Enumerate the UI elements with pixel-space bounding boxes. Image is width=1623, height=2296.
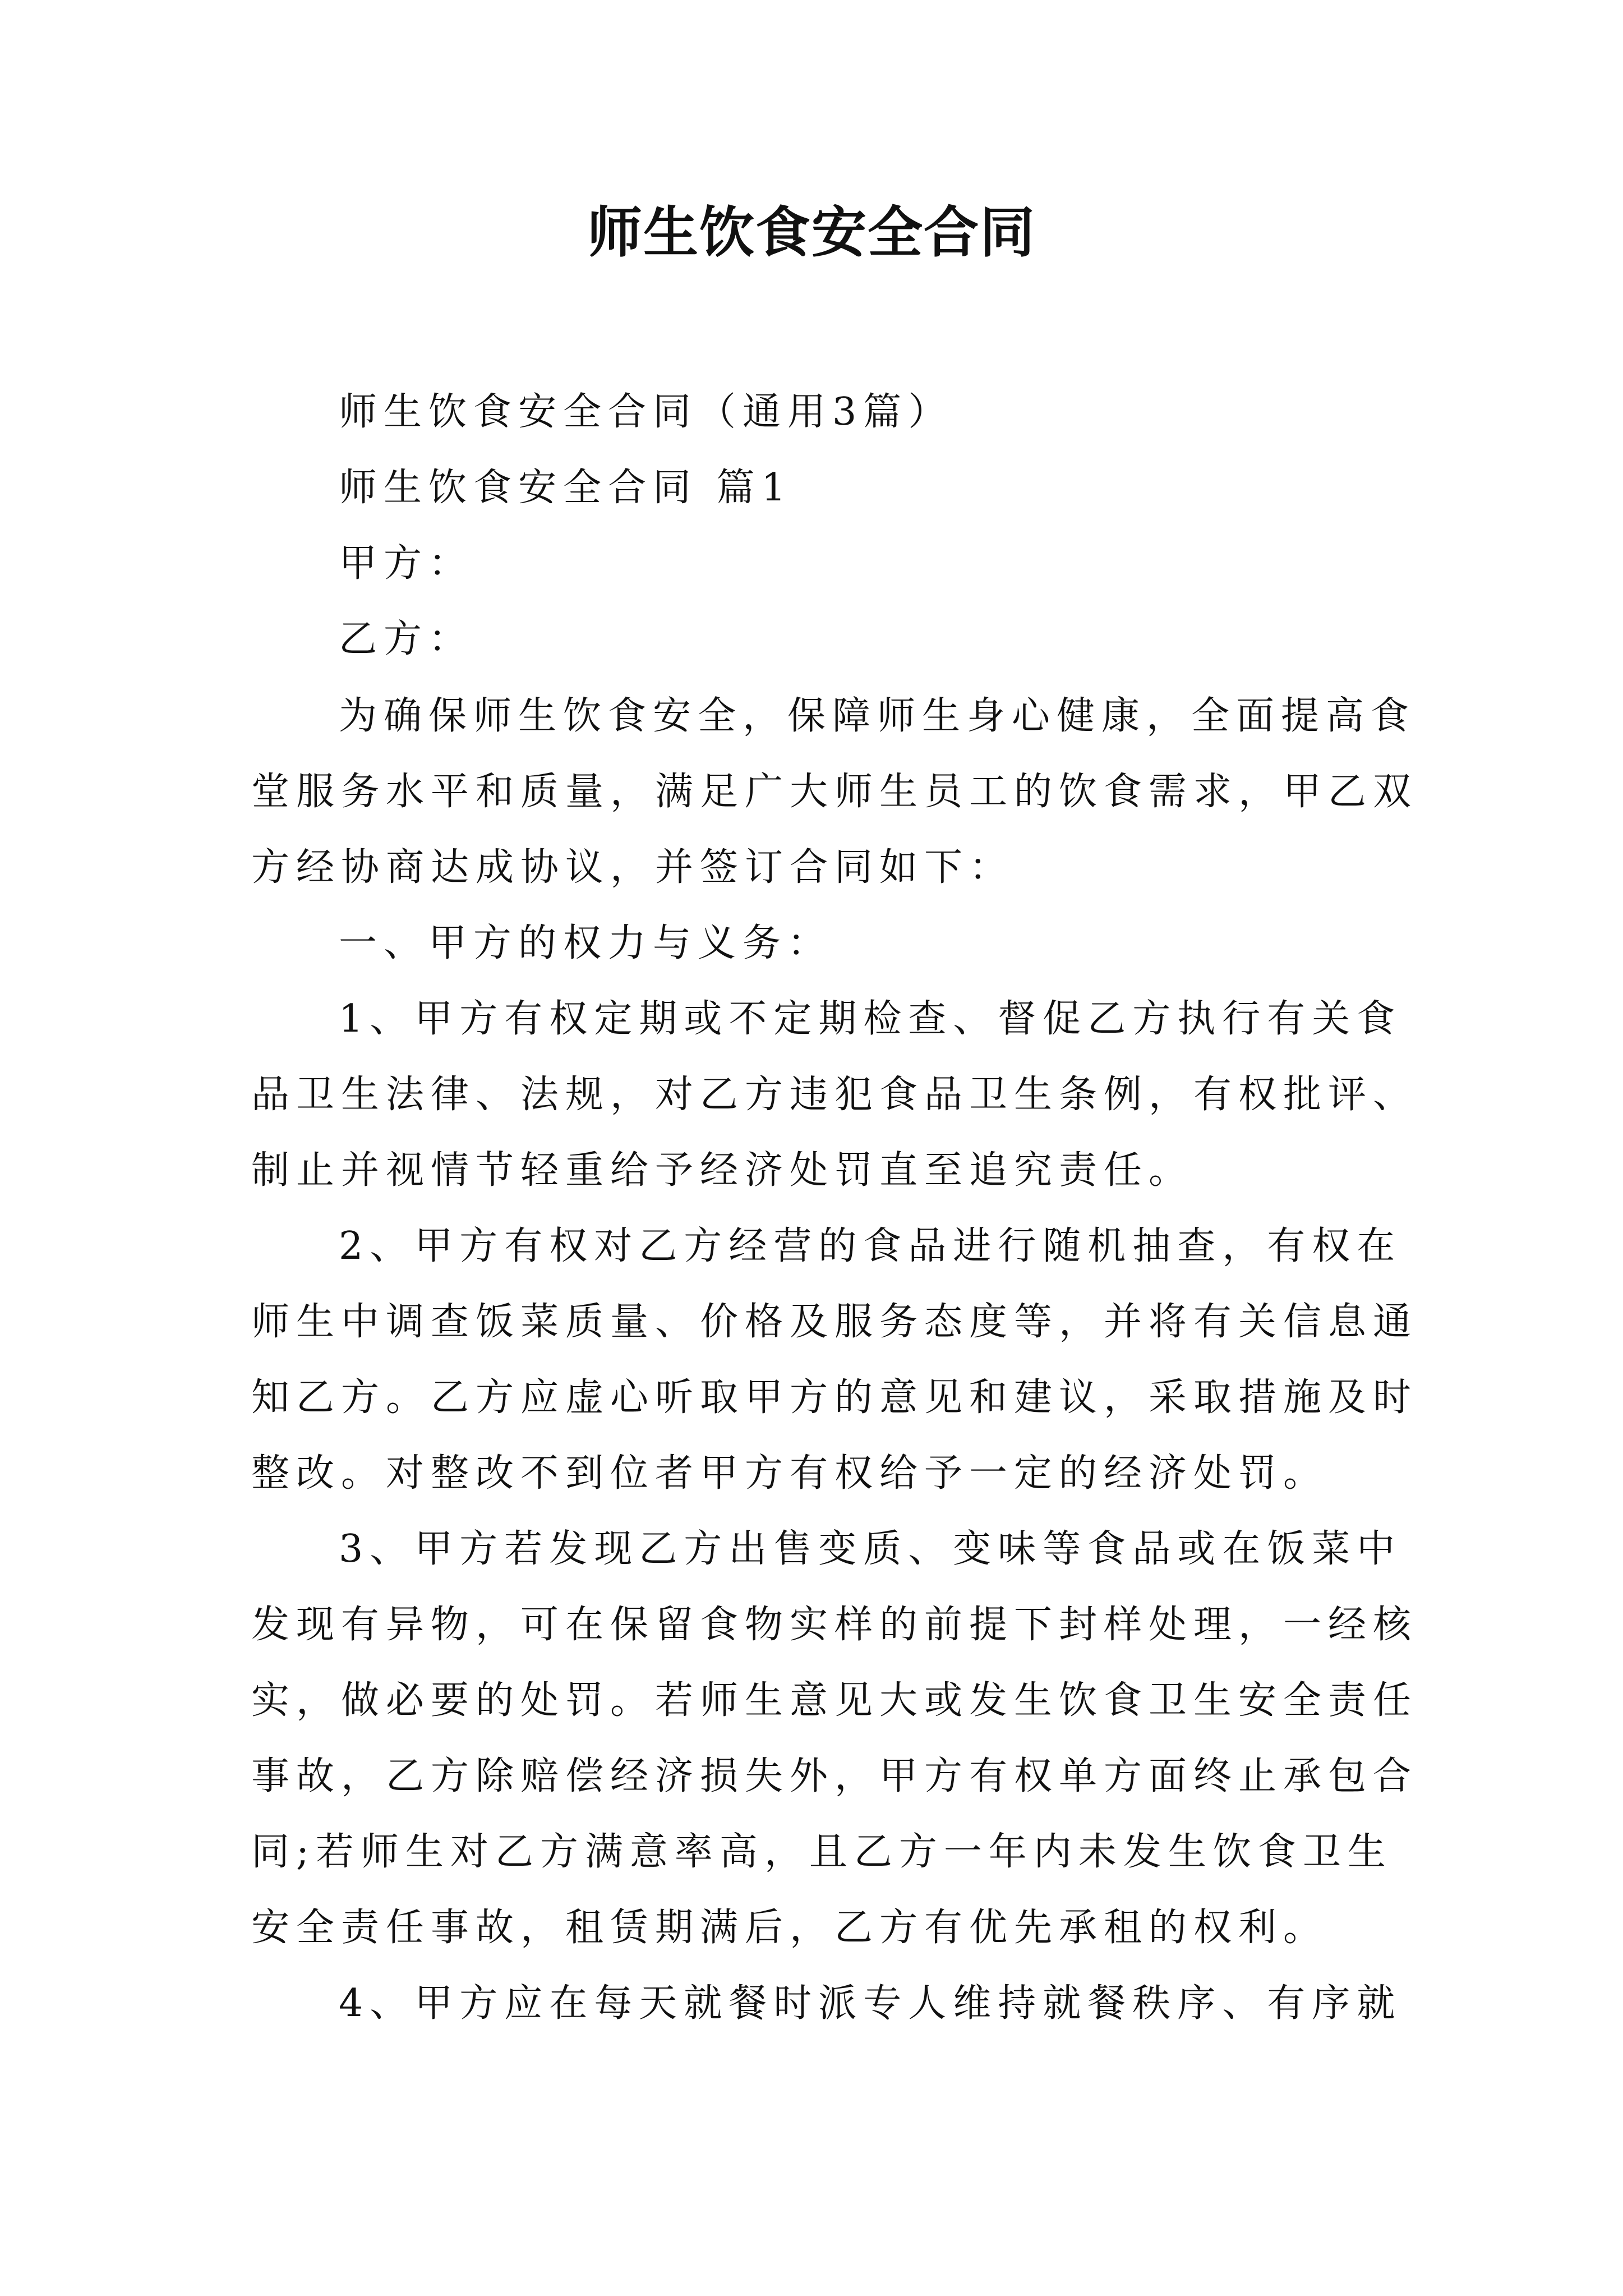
clause-heading: 一、甲方的权力与义务： [339,921,833,965]
party-b-label: 乙方： [339,617,474,661]
paragraph-line: 安全责任事故，租赁期满后，乙方有优先承租的权利。 [251,1906,1329,1950]
paragraph-line: 为确保师生饮食安全，保障师生身心健康，全面提高食 [339,694,1416,738]
paragraph-line: 1、甲方有权定期或不定期检查、督促乙方执行有关食 [339,997,1402,1041]
paragraph-line: 发现有异物，可在保留食物实样的前提下封样处理，一经核 [251,1603,1418,1647]
paragraph-line: 知乙方。乙方应虚心听取甲方的意见和建议，采取措施及时 [251,1375,1418,1420]
paragraph-line: 堂服务水平和质量，满足广大师生员工的饮食需求，甲乙双 [251,770,1418,814]
paragraph-line: 3、甲方若发现乙方出售变质、变味等食品或在饭菜中 [339,1527,1402,1571]
paragraph-line: 同;若师生对乙方满意率高，且乙方一年内未发生饮食卫生 [251,1830,1393,1874]
party-a-label: 甲方： [339,541,474,586]
paragraph-line: 制止并视情节轻重给予经济处罚直至追究责任。 [251,1148,1194,1193]
paragraph-line: 实，做必要的处罚。若师生意见大或发生饮食卫生安全责任 [251,1678,1418,1723]
paragraph-line: 整改。对整改不到位者甲方有权给予一定的经济处罚。 [251,1451,1329,1496]
paragraph-line: 事故，乙方除赔偿经济损失外，甲方有权单方面终止承包合 [251,1754,1418,1798]
paragraph-line: 2、甲方有权对乙方经营的食品进行随机抽查，有权在 [339,1224,1402,1268]
paragraph-line: 方经协商达成协议，并签订合同如下： [251,845,1015,890]
paragraph-line: 4、甲方应在每天就餐时派专人维持就餐秩序、有序就 [339,1981,1402,2026]
subtitle-line: 师生饮食安全合同（通用3篇） [339,390,953,434]
paragraph-line: 师生中调查饭菜质量、价格及服务态度等，并将有关信息通 [251,1300,1418,1344]
document-title: 师生饮食安全合同 [587,200,1036,265]
section-heading: 师生饮食安全合同 篇1 [339,466,792,510]
paragraph-line: 品卫生法律、法规，对乙方违犯食品卫生条例，有权批评、 [251,1073,1418,1117]
